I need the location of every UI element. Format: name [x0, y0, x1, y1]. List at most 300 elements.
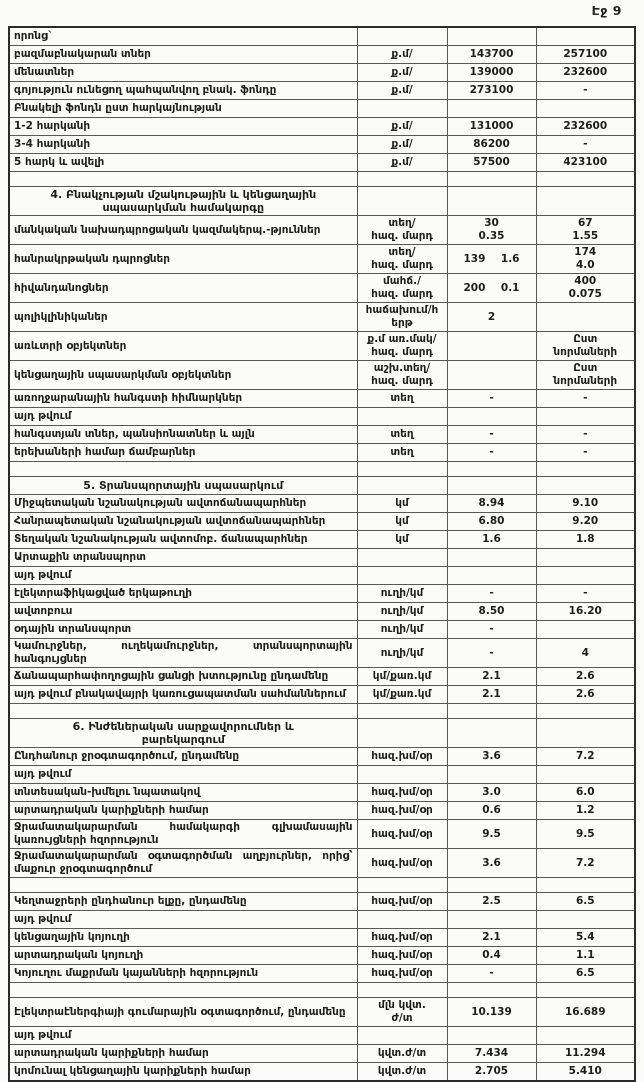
- indicator-label: այդ թվում: [9, 1027, 357, 1045]
- cell-line: 4: [581, 646, 589, 659]
- indicator-label: 5. Տրանսպորտային սպասարկում: [9, 477, 357, 495]
- cell-line: կմ: [395, 533, 409, 545]
- cell-line: 4.0: [575, 259, 595, 271]
- unit-label: [357, 332, 447, 361]
- value-col-1: [447, 603, 536, 621]
- table-row: [9, 668, 635, 686]
- cell-line: 9.5: [482, 827, 501, 840]
- cell-line: 67: [577, 217, 593, 229]
- cell-line: Ըստ: [573, 362, 598, 374]
- value-col-2: [536, 154, 635, 172]
- table-row: [9, 621, 635, 639]
- value-col-2: [536, 187, 635, 216]
- indicator-label: 5 հարկ և ավելի: [9, 154, 357, 172]
- cell-line: -: [583, 446, 588, 458]
- value-col-2: [536, 531, 635, 549]
- value-col-2: [536, 820, 635, 849]
- table-row: [9, 748, 635, 766]
- cell-line: հազ.խմ/օր: [371, 931, 433, 943]
- split-value: 139: [463, 252, 486, 265]
- indicator-label: Հանրապետական նշանակության ավտոճանապարհներ: [9, 513, 357, 531]
- value-col-1: [447, 719, 536, 748]
- cell-line: 6.5: [575, 967, 595, 979]
- indicator-label: Էլեկտրաէներգիայի գումարային օգտագործում, ընդամենը: [9, 998, 357, 1027]
- table-row: [9, 585, 635, 603]
- indicator-label: հանրակրթական դպրոցներ: [9, 245, 357, 274]
- value-col-2: [536, 893, 635, 911]
- indicator-label: Կամուրջներ, ուղեկամուրջներ, տրանսպորտային հանգույցներ: [9, 639, 357, 668]
- indicator-label: 4. Բնակչության մշակութային և կենցաղային սպասարկման համակարգը: [9, 187, 357, 216]
- split-value: 200: [463, 281, 486, 294]
- indicator-label: առևտրի օբյեկտներ: [9, 332, 357, 361]
- cell-line: 1.6: [482, 533, 501, 545]
- cell-line: 143700: [469, 48, 514, 60]
- cell-line: տեղ/: [388, 246, 416, 258]
- value-col-1: [447, 686, 536, 704]
- cell-line: 5.4: [575, 931, 595, 943]
- indicator-label: արտադրական կարիքների համար: [9, 802, 357, 820]
- value-col-1: [447, 766, 536, 784]
- cell-line: հազ. մարդ: [371, 375, 433, 387]
- unit-label: [357, 216, 447, 245]
- indicator-label: 3-4 հարկանի: [9, 136, 357, 154]
- indicator-label: հանգստյան տներ, պանսիոնատներ և այլն: [9, 426, 357, 444]
- value-col-1: [447, 187, 536, 216]
- cell-line: 8.50: [478, 605, 505, 617]
- cell-line: ք.մ/: [391, 120, 413, 132]
- value-col-1: [447, 274, 536, 303]
- unit-label: [357, 766, 447, 784]
- cell-line: 7.2: [575, 750, 595, 762]
- cell-line: 8.94: [478, 497, 505, 509]
- table-row: [9, 686, 635, 704]
- cell-line: 86200: [473, 138, 510, 150]
- indicator-label: մանկական նախադպրոցական կազմակերպ.-թյուններ: [9, 216, 357, 245]
- cell-line: հազ.խմ/օր: [371, 786, 433, 798]
- value-col-2: [536, 929, 635, 947]
- cell-line: 139000: [469, 66, 514, 78]
- cell-line: 2.6: [575, 670, 595, 682]
- value-col-1: [447, 361, 536, 390]
- unit-label: [357, 802, 447, 820]
- cell-line: հազ. մարդ: [371, 259, 433, 271]
- unit-label: [357, 303, 447, 332]
- unit-label: [357, 154, 447, 172]
- section-header-row: [9, 187, 635, 216]
- indicator-label: արտադրական կարիքների համար: [9, 1045, 357, 1063]
- cell-line: 6.0: [575, 786, 595, 798]
- value-col-1: [447, 585, 536, 603]
- unit-label: [357, 603, 447, 621]
- indicator-label: 1-2 հարկանի: [9, 118, 357, 136]
- value-col-1: [447, 477, 536, 495]
- cell-line: 1.8: [575, 533, 595, 545]
- unit-label: [357, 245, 447, 274]
- value-col-1: [447, 154, 536, 172]
- value-col-1: [447, 216, 536, 245]
- value-col-1: [447, 820, 536, 849]
- table-row: [9, 118, 635, 136]
- cell-line: 2.1: [482, 931, 501, 943]
- value-col-1: [447, 748, 536, 766]
- cell-line: կմ/քառ.կմ: [372, 670, 432, 682]
- unit-label: [357, 477, 447, 495]
- value-col-1: [447, 639, 536, 668]
- value-col-1: [447, 983, 536, 998]
- table-row: [9, 639, 635, 668]
- value-col-1: [447, 462, 536, 477]
- value-col-2: [536, 1063, 635, 1082]
- cell-line: աշխ.տեղ/: [373, 362, 431, 374]
- cell-line: ժ/տ: [391, 1012, 413, 1024]
- cell-line: 3.6: [482, 750, 501, 762]
- cell-line: 2: [487, 310, 496, 323]
- cell-line: 0.075: [568, 288, 602, 300]
- value-col-1: [447, 303, 536, 332]
- value-col-2: [536, 390, 635, 408]
- cell-line: երթ: [391, 317, 413, 329]
- cell-line: ուղի/կմ: [380, 605, 424, 617]
- cell-line: 9.10: [572, 497, 599, 509]
- value-col-2: [536, 495, 635, 513]
- indicator-label: բազմաբնակարան տներ: [9, 46, 357, 64]
- table-row: [9, 390, 635, 408]
- value-col-2: [536, 408, 635, 426]
- value-col-1: [447, 947, 536, 965]
- value-col-1: [447, 136, 536, 154]
- unit-label: [357, 513, 447, 531]
- cell-line: ք.մ/: [391, 138, 413, 150]
- empty-row: [9, 983, 635, 998]
- cell-line: 1.2: [575, 804, 595, 816]
- indicator-label: այդ թվում: [9, 408, 357, 426]
- cell-line: 2.5: [482, 895, 501, 907]
- value-col-2: [536, 621, 635, 639]
- table-row: [9, 426, 635, 444]
- cell-line: 131000: [469, 120, 514, 132]
- cell-line: -: [583, 138, 588, 150]
- value-col-1: [447, 668, 536, 686]
- cell-line: նորմաների: [553, 346, 618, 358]
- value-col-1: [447, 426, 536, 444]
- cell-line: -: [583, 392, 588, 404]
- cell-line: -: [583, 587, 588, 599]
- indicator-label: [9, 878, 357, 893]
- value-col-1: [447, 118, 536, 136]
- empty-row: [9, 462, 635, 477]
- cell-line: 257100: [563, 48, 608, 60]
- cell-line: -: [489, 428, 494, 440]
- indicator-label: էլեկտրաֆիկացված երկաթուղի: [9, 585, 357, 603]
- unit-label: [357, 878, 447, 893]
- indicator-label: կենցաղային կոյուղի: [9, 929, 357, 947]
- unit-label: [357, 686, 447, 704]
- value-col-1: [447, 567, 536, 585]
- table-row: [9, 784, 635, 802]
- unit-label: [357, 639, 447, 668]
- unit-label: [357, 929, 447, 947]
- value-col-2: [536, 947, 635, 965]
- indicator-label: օդային տրանսպորտ: [9, 621, 357, 639]
- value-col-2: [536, 668, 635, 686]
- unit-label: [357, 27, 447, 46]
- value-col-1: [447, 408, 536, 426]
- cell-line: 6.80: [478, 515, 505, 527]
- value-col-1: [447, 64, 536, 82]
- cell-line: 11.294: [564, 1047, 606, 1059]
- indicator-label: այդ թվում: [9, 911, 357, 929]
- table-row: [9, 820, 635, 849]
- cell-line: 423100: [563, 156, 608, 168]
- table-row: [9, 332, 635, 361]
- table-row: [9, 766, 635, 784]
- unit-label: [357, 426, 447, 444]
- indicator-label: 6. Ինժեներական սարքավորումներ և բարեկարգում: [9, 719, 357, 748]
- indicator-label: Կեղտաջրերի ընդհանուր ելքը, ընդամենը: [9, 893, 357, 911]
- split-value-pair: [450, 253, 534, 266]
- unit-label: [357, 531, 447, 549]
- value-col-2: [536, 1027, 635, 1045]
- value-col-1: [447, 1027, 536, 1045]
- value-col-1: [447, 444, 536, 462]
- value-col-2: [536, 1045, 635, 1063]
- indicator-label: Բնակելի ֆոնդն ըստ հարկայնության: [9, 100, 357, 118]
- cell-line: ք.մ/: [391, 84, 413, 96]
- cell-line: 16.20: [568, 605, 602, 617]
- indicator-label: առողջարանային հանգստի հիմնարկներ: [9, 390, 357, 408]
- value-col-1: [447, 531, 536, 549]
- cell-line: կվտ.ժ/տ: [377, 1065, 427, 1077]
- cell-line: նորմաների: [553, 375, 618, 387]
- indicator-label: այդ թվում: [9, 766, 357, 784]
- value-col-2: [536, 444, 635, 462]
- cell-line: մահճ./: [383, 275, 421, 287]
- value-col-2: [536, 172, 635, 187]
- unit-label: [357, 585, 447, 603]
- value-col-2: [536, 332, 635, 361]
- table-row: [9, 603, 635, 621]
- cell-line: -: [583, 84, 588, 96]
- table-row: [9, 1045, 635, 1063]
- indicator-label: տնտեսական-խմելու նպատակով: [9, 784, 357, 802]
- value-col-2: [536, 426, 635, 444]
- cell-line: 2.1: [482, 688, 501, 700]
- cell-line: ուղի/կմ: [380, 587, 424, 599]
- value-col-1: [447, 929, 536, 947]
- table-row: [9, 64, 635, 82]
- cell-line: 5.410: [568, 1065, 602, 1077]
- indicator-label: հիվանդանոցներ: [9, 274, 357, 303]
- indicator-label: Ջրամատակարարման օգտագործման աղբյուրներ, որից՝ մաքուր ջրօգտագործում: [9, 849, 357, 878]
- value-col-1: [447, 1045, 536, 1063]
- value-col-2: [536, 639, 635, 668]
- value-col-2: [536, 513, 635, 531]
- cell-line: ք.մ/: [391, 156, 413, 168]
- cell-line: 0.4: [482, 949, 501, 961]
- cell-line: 7.434: [474, 1047, 509, 1059]
- cell-line: -: [489, 587, 494, 599]
- value-col-2: [536, 549, 635, 567]
- value-col-2: [536, 216, 635, 245]
- cell-line: -: [583, 428, 588, 440]
- unit-label: [357, 998, 447, 1027]
- value-col-1: [447, 911, 536, 929]
- cell-line: ք.մ/: [391, 48, 413, 60]
- cell-line: -: [489, 446, 494, 458]
- indicator-label: երեխաների համար ճամբարներ: [9, 444, 357, 462]
- cell-line: 57500: [473, 156, 510, 168]
- cell-line: կմ: [395, 497, 409, 509]
- table-row: [9, 849, 635, 878]
- cell-line: 1.55: [572, 230, 599, 242]
- indicator-label: Միջպետական նշանակության ավտոճանապարհներ: [9, 495, 357, 513]
- value-col-2: [536, 983, 635, 998]
- table-row: [9, 245, 635, 274]
- indicator-label: կենցաղային սպասարկման օբյեկտներ: [9, 361, 357, 390]
- indicator-label: [9, 983, 357, 998]
- value-col-2: [536, 274, 635, 303]
- table-row: [9, 154, 635, 172]
- cell-line: -: [489, 623, 494, 635]
- value-col-2: [536, 82, 635, 100]
- empty-row: [9, 172, 635, 187]
- value-col-1: [447, 849, 536, 878]
- indicator-label: ավտոբուս: [9, 603, 357, 621]
- table-row: [9, 495, 635, 513]
- value-col-1: [447, 1063, 536, 1082]
- indicator-label: Կոյուղու մաքրման կայանների հզորություն: [9, 965, 357, 983]
- table-row: [9, 531, 635, 549]
- value-col-2: [536, 784, 635, 802]
- cell-line: տեղ: [390, 446, 414, 458]
- unit-label: [357, 82, 447, 100]
- split-value-pair: [450, 282, 534, 295]
- value-col-2: [536, 585, 635, 603]
- value-col-2: [536, 303, 635, 332]
- table-row: [9, 998, 635, 1027]
- indicator-label: այդ թվում: [9, 567, 357, 585]
- unit-label: [357, 46, 447, 64]
- value-col-2: [536, 998, 635, 1027]
- indicator-label: կոմունալ կենցաղային կարիքների համար: [9, 1063, 357, 1082]
- value-col-2: [536, 766, 635, 784]
- cell-line: տեղ: [390, 392, 414, 404]
- value-col-1: [447, 245, 536, 274]
- cell-line: հազ.խմ/օր: [371, 895, 433, 907]
- value-col-2: [536, 704, 635, 719]
- cell-line: հազ.խմ/օր: [371, 967, 433, 979]
- table-row: [9, 1063, 635, 1082]
- value-col-2: [536, 849, 635, 878]
- cell-line: հազ. մարդ: [371, 288, 433, 300]
- unit-label: [357, 408, 447, 426]
- cell-line: 3.0: [482, 786, 501, 798]
- unit-label: [357, 911, 447, 929]
- cell-line: տեղ/: [388, 217, 416, 229]
- value-col-2: [536, 64, 635, 82]
- unit-label: [357, 849, 447, 878]
- unit-label: [357, 100, 447, 118]
- value-col-2: [536, 27, 635, 46]
- value-col-2: [536, 462, 635, 477]
- value-col-1: [447, 82, 536, 100]
- value-col-1: [447, 998, 536, 1027]
- table-row: [9, 46, 635, 64]
- cell-line: 1.1: [575, 949, 595, 961]
- unit-label: [357, 668, 447, 686]
- unit-label: [357, 820, 447, 849]
- value-col-2: [536, 46, 635, 64]
- unit-label: [357, 361, 447, 390]
- value-col-2: [536, 719, 635, 748]
- cell-line: ք.մ առ.մակ/: [367, 333, 437, 345]
- unit-label: [357, 621, 447, 639]
- value-col-1: [447, 27, 536, 46]
- cell-line: Ըստ: [573, 333, 598, 345]
- table-row: [9, 27, 635, 46]
- value-col-1: [447, 46, 536, 64]
- value-col-2: [536, 477, 635, 495]
- unit-label: [357, 64, 447, 82]
- cell-line: ք.մ/: [391, 66, 413, 78]
- value-col-1: [447, 495, 536, 513]
- value-col-2: [536, 100, 635, 118]
- cell-line: 2.705: [474, 1065, 509, 1077]
- cell-line: հազ. մարդ: [371, 230, 433, 242]
- value-col-1: [447, 513, 536, 531]
- empty-row: [9, 878, 635, 893]
- unit-label: [357, 947, 447, 965]
- value-col-1: [447, 332, 536, 361]
- value-col-1: [447, 965, 536, 983]
- table-row: [9, 303, 635, 332]
- value-col-2: [536, 361, 635, 390]
- value-col-2: [536, 878, 635, 893]
- unit-label: [357, 462, 447, 477]
- indicator-label: Ընդհանուր ջրօգտագործում, ընդամենը: [9, 748, 357, 766]
- unit-label: [357, 719, 447, 748]
- section-header-row: [9, 477, 635, 495]
- unit-label: [357, 187, 447, 216]
- cell-line: 232600: [563, 66, 608, 78]
- unit-label: [357, 172, 447, 187]
- unit-label: [357, 983, 447, 998]
- table-row: [9, 444, 635, 462]
- unit-label: [357, 549, 447, 567]
- section-header-row: [9, 719, 635, 748]
- indicator-label: [9, 172, 357, 187]
- indicator-label: արտադրական կոյուղի: [9, 947, 357, 965]
- unit-label: [357, 748, 447, 766]
- cell-line: 9.20: [572, 515, 599, 527]
- unit-label: [357, 893, 447, 911]
- cell-line: հաճախում/հ: [365, 304, 439, 316]
- cell-line: հազ.խմ/օր: [371, 804, 433, 816]
- indicator-label: պոլիկլինիկաներ: [9, 303, 357, 332]
- unit-label: [357, 567, 447, 585]
- table-row: [9, 513, 635, 531]
- unit-label: [357, 704, 447, 719]
- cell-line: ուղի/կմ: [380, 646, 424, 659]
- table-row: [9, 965, 635, 983]
- value-col-2: [536, 245, 635, 274]
- cell-line: -: [489, 967, 494, 979]
- cell-line: -: [489, 646, 494, 659]
- value-col-2: [536, 603, 635, 621]
- value-col-1: [447, 100, 536, 118]
- indicator-label: Արտաքին տրանսպորտ: [9, 549, 357, 567]
- cell-line: հազ.խմ/օր: [371, 750, 433, 762]
